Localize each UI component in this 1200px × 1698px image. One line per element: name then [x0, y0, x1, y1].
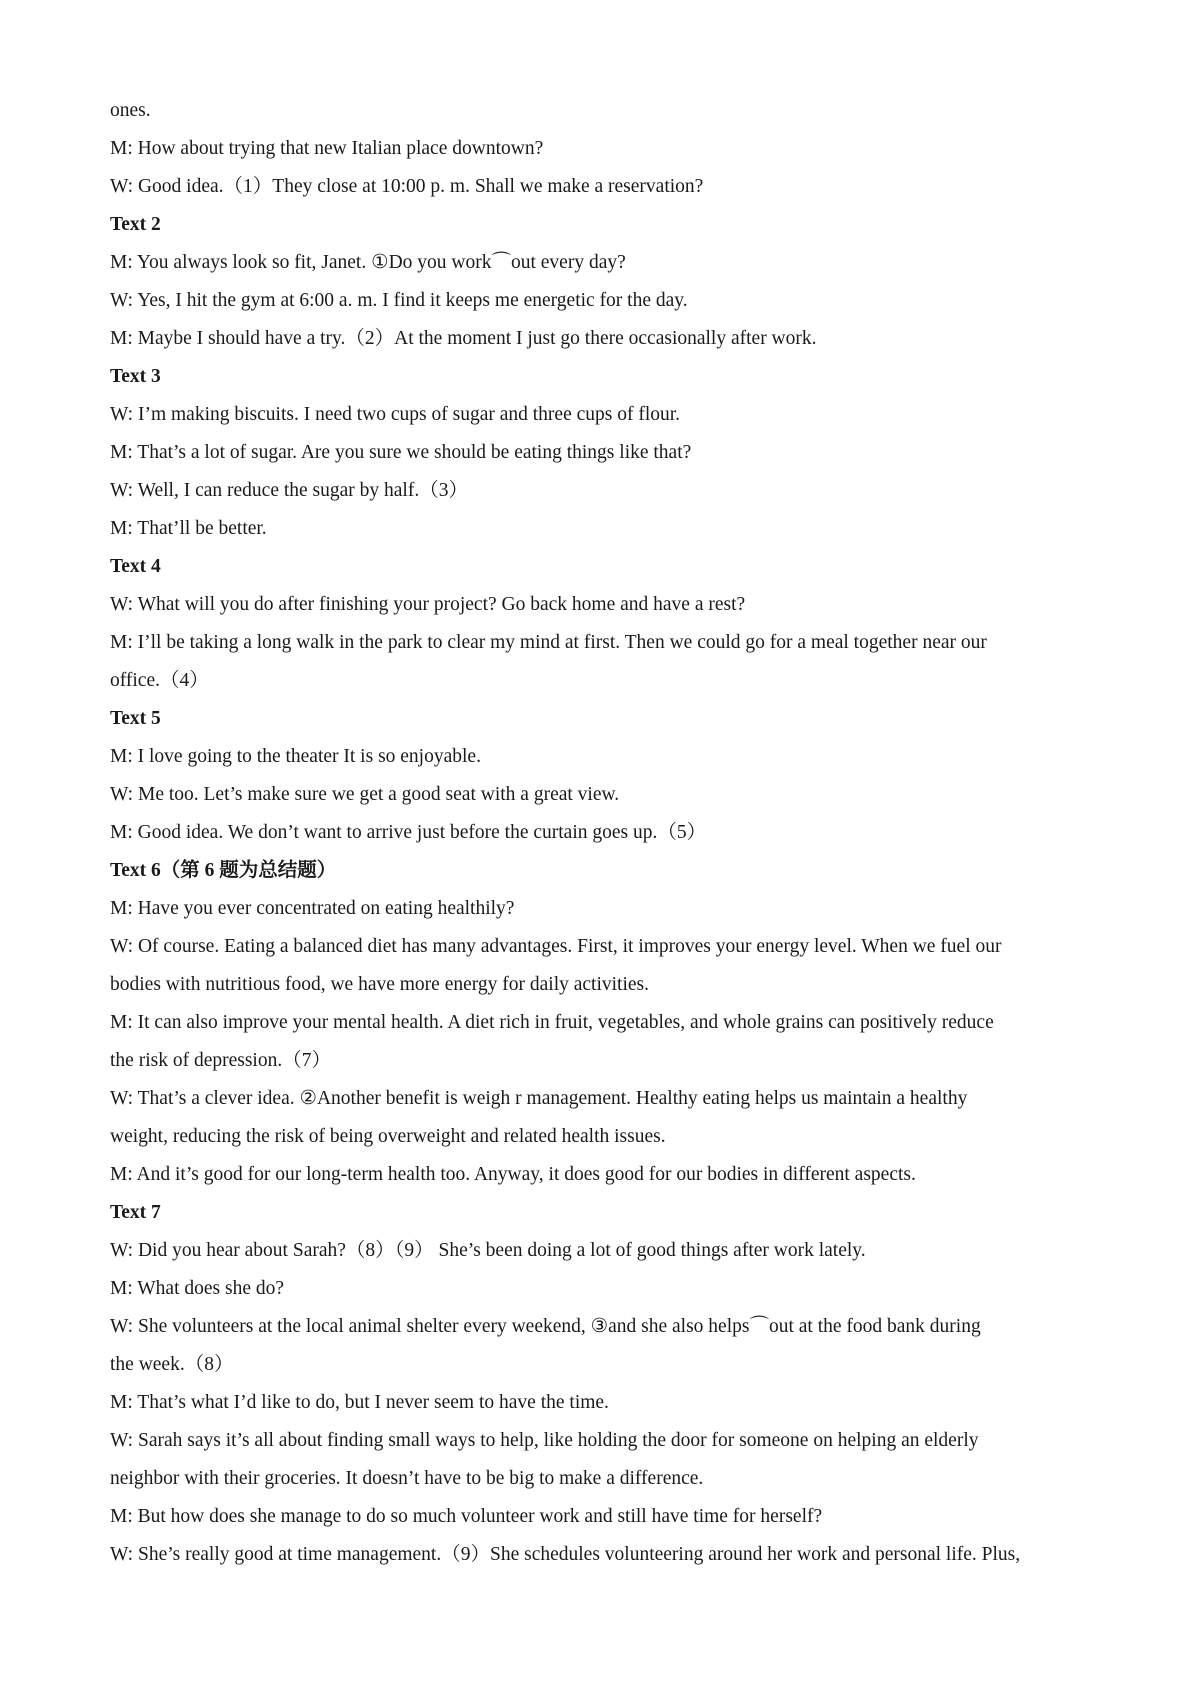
dialogue-line: W: Of course. Eating a balanced diet has many advantages. First, it improves your energy level. When we fuel our: [110, 936, 1002, 957]
section-heading: Text 2: [110, 214, 161, 235]
dialogue-line: M: I’ll be taking a long walk in the park to clear my mind at first. Then we could go for a meal together near our: [110, 632, 987, 653]
dialogue-line: the risk of depression.（7）: [110, 1050, 331, 1071]
section-heading: Text 7: [110, 1202, 161, 1223]
dialogue-line: W: Sarah says it’s all about finding small ways to help, like holding the door for someone on helping an elderly: [110, 1430, 979, 1451]
dialogue-line: W: Good idea.（1）They close at 10:00 p. m. Shall we make a reservation?: [110, 176, 704, 197]
transcript-page: [110, 92, 1120, 1574]
dialogue-line: W: She volunteers at the local animal shelter every weekend, ③and she also helps⌒out at the food bank during: [110, 1316, 981, 1337]
dialogue-line: W: Did you hear about Sarah?（8）（9） She’s been doing a lot of good things after work lately.: [110, 1240, 866, 1261]
dialogue-line: W: Me too. Let’s make sure we get a good seat with a great view.: [110, 784, 620, 805]
dialogue-line: weight, reducing the risk of being overweight and related health issues.: [110, 1126, 666, 1147]
dialogue-line: M: That’ll be better.: [110, 518, 267, 539]
section-heading: Text 4: [110, 556, 161, 577]
dialogue-line: office.（4）: [110, 670, 209, 691]
dialogue-line: W: Well, I can reduce the sugar by half.（3）: [110, 480, 468, 501]
dialogue-line: M: Maybe I should have a try.（2）At the moment I just go there occasionally after work.: [110, 328, 817, 349]
dialogue-line: M: How about trying that new Italian place downtown?: [110, 138, 544, 159]
dialogue-line: M: Good idea. We don’t want to arrive just before the curtain goes up.（5）: [110, 822, 707, 843]
dialogue-line: M: And it’s good for our long-term health too. Anyway, it does good for our bodies in different aspects.: [110, 1164, 916, 1185]
dialogue-line: M: What does she do?: [110, 1278, 285, 1299]
section-heading: Text 5: [110, 708, 161, 729]
dialogue-line: ones.: [110, 100, 151, 121]
dialogue-line: neighbor with their groceries. It doesn’t have to be big to make a difference.: [110, 1468, 704, 1489]
dialogue-line: W: Yes, I hit the gym at 6:00 a. m. I find it keeps me energetic for the day.: [110, 290, 688, 311]
dialogue-line: M: It can also improve your mental health. A diet rich in fruit, vegetables, and whole grains can positively reduce: [110, 1012, 994, 1033]
dialogue-line: bodies with nutritious food, we have more energy for daily activities.: [110, 974, 650, 995]
dialogue-line: M: Have you ever concentrated on eating healthily?: [110, 898, 515, 919]
dialogue-line: the week.（8）: [110, 1354, 234, 1375]
section-heading: Text 6（第 6 题为总结题）: [110, 860, 337, 881]
dialogue-line: W: That’s a clever idea. ②Another benefit is weigh r management. Healthy eating helps us maintain a healthy: [110, 1088, 968, 1109]
dialogue-line: W: I’m making biscuits. I need two cups of sugar and three cups of flour.: [110, 404, 681, 425]
dialogue-line: M: You always look so fit, Janet. ①Do you work⌒out every day?: [110, 252, 626, 273]
dialogue-line: M: But how does she manage to do so much volunteer work and still have time for herself?: [110, 1506, 823, 1527]
dialogue-line: W: She’s really good at time management.（9）She schedules volunteering around her work and personal life. Plus,: [110, 1544, 1021, 1565]
dialogue-line: W: What will you do after finishing your project? Go back home and have a rest?: [110, 594, 746, 615]
dialogue-line: M: I love going to the theater It is so enjoyable.: [110, 746, 481, 767]
dialogue-line: M: That’s a lot of sugar. Are you sure we should be eating things like that?: [110, 442, 692, 463]
section-heading: Text 3: [110, 366, 161, 387]
dialogue-line: M: That’s what I’d like to do, but I never seem to have the time.: [110, 1392, 609, 1413]
